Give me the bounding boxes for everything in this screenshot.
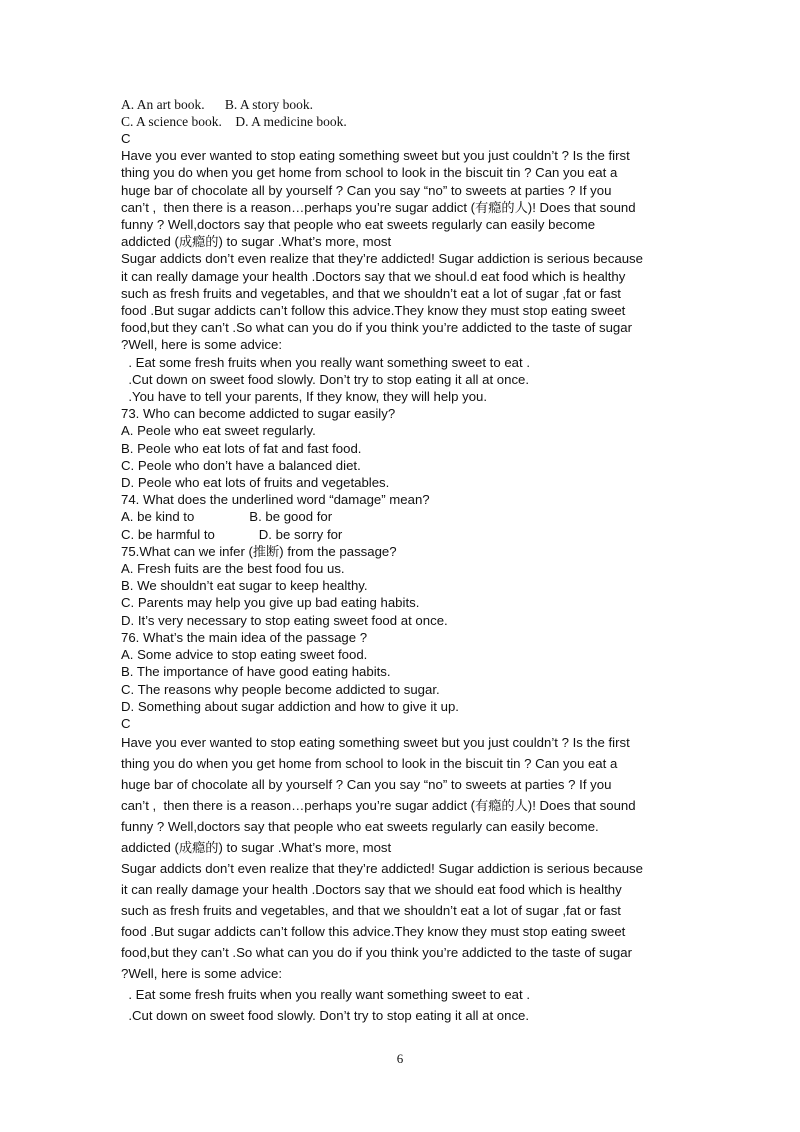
section-label: C bbox=[121, 715, 131, 731]
question-line: 73. Who can become addicted to sugar easily? bbox=[121, 406, 396, 422]
passage-line: ?Well, here is some advice: bbox=[121, 966, 283, 982]
passage-line: thing you do when you get home from school to look in the biscuit tin ? Can you eat a bbox=[121, 756, 618, 772]
passage-line: funny ? Well,doctors say that people who eat sweets regularly can easily become bbox=[121, 217, 596, 233]
passage-line: Sugar addicts don’t even realize that they’re addicted! Sugar addiction is serious because bbox=[121, 251, 643, 267]
advice-line: . Eat some fresh fruits when you really want something sweet to eat . bbox=[121, 354, 531, 370]
passage-line: can’t , then there is a reason…perhaps you’re sugar addict (有瘾的人)! Does that sound bbox=[121, 199, 636, 215]
answer-option: D. Peole who eat lots of fruits and vegetables. bbox=[121, 475, 390, 491]
answer-option: A. Peole who eat sweet regularly. bbox=[121, 423, 316, 439]
advice-line: .You have to tell your parents, If they know, they will help you. bbox=[121, 389, 488, 405]
option-line: C. A science book. D. A medicine book. bbox=[121, 114, 347, 129]
passage-line: thing you do when you get home from school to look in the biscuit tin ? Can you eat a bbox=[121, 165, 618, 181]
passage-section-2 bbox=[121, 732, 681, 1026]
top-options bbox=[121, 96, 681, 130]
passage-line: addicted (成瘾的) to sugar .What’s more, most bbox=[121, 840, 392, 856]
passage-line: it can really damage your health .Doctors say that we should eat food which is healthy bbox=[121, 882, 622, 898]
passage-section-1 bbox=[121, 130, 681, 405]
passage-line: huge bar of chocolate all by yourself ? Can you say “no” to sweets at parties ? If you bbox=[121, 182, 612, 198]
question-line: 75.What can we infer (推断) from the passage? bbox=[121, 543, 397, 559]
advice-line: . Eat some fresh fruits when you really want something sweet to eat . bbox=[121, 987, 531, 1003]
answer-option: B. Peole who eat lots of fat and fast food. bbox=[121, 440, 362, 456]
answer-option: D. Something about sugar addiction and how to give it up. bbox=[121, 698, 459, 714]
answer-option: C. The reasons why people become addicted to sugar. bbox=[121, 681, 440, 697]
passage-line: can’t , then there is a reason…perhaps you’re sugar addict (有瘾的人)! Does that sound bbox=[121, 798, 636, 814]
answer-option: B. The importance of have good eating habits. bbox=[121, 664, 391, 680]
question-line: 76. What’s the main idea of the passage ? bbox=[121, 629, 368, 645]
passage-line: food,but they can’t .So what can you do if you think you’re addicted to the taste of sugar bbox=[121, 320, 632, 336]
question-line: 74. What does the underlined word “damage” mean? bbox=[121, 492, 430, 508]
passage-line: Have you ever wanted to stop eating something sweet but you just couldn’t ? Is the first bbox=[121, 148, 630, 164]
question-block bbox=[121, 405, 681, 715]
answer-option: A. Some advice to stop eating sweet food. bbox=[121, 647, 368, 663]
section-label: C bbox=[121, 131, 131, 146]
answer-option: C. Parents may help you give up bad eating habits. bbox=[121, 595, 420, 611]
passage-line: food,but they can’t .So what can you do if you think you’re addicted to the taste of sugar bbox=[121, 945, 632, 961]
passage-line: food .But sugar addicts can’t follow this advice.They know they must stop eating sweet bbox=[121, 303, 626, 319]
answer-option: D. It’s very necessary to stop eating sweet food at once. bbox=[121, 612, 448, 628]
advice-line: .Cut down on sweet food slowly. Don’t try to stop eating it all at once. bbox=[121, 371, 530, 387]
answer-option: A. Fresh fuits are the best food fou us. bbox=[121, 561, 345, 577]
passage-line: it can really damage your health .Doctors say that we shoul.d eat food which is healthy bbox=[121, 268, 626, 284]
option-line: A. An art book. B. A story book. bbox=[121, 97, 314, 112]
answer-option: A. be kind to B. be good for bbox=[121, 509, 333, 525]
passage-line: Have you ever wanted to stop eating something sweet but you just couldn’t ? Is the first bbox=[121, 735, 630, 751]
answer-option: C. Peole who don’t have a balanced diet. bbox=[121, 457, 361, 473]
passage-line: such as fresh fruits and vegetables, and that we shouldn’t eat a lot of sugar ,fat or fast bbox=[121, 285, 621, 301]
passage-line: huge bar of chocolate all by yourself ? Can you say “no” to sweets at parties ? If you bbox=[121, 777, 612, 793]
passage-line: Sugar addicts don’t even realize that they’re addicted! Sugar addiction is serious because bbox=[121, 861, 643, 877]
passage-line: food .But sugar addicts can’t follow this advice.They know they must stop eating sweet bbox=[121, 924, 626, 940]
answer-option: B. We shouldn’t eat sugar to keep healthy. bbox=[121, 578, 368, 594]
passage-line: addicted (成瘾的) to sugar .What’s more, most bbox=[121, 234, 392, 250]
passage-line: such as fresh fruits and vegetables, and that we shouldn’t eat a lot of sugar ,fat or fast bbox=[121, 903, 621, 919]
page-content bbox=[121, 96, 681, 1026]
page-number: 6 bbox=[396, 1051, 404, 1066]
answer-option: C. be harmful to D. be sorry for bbox=[121, 526, 343, 542]
passage-line: ?Well, here is some advice: bbox=[121, 337, 283, 353]
advice-line: .Cut down on sweet food slowly. Don’t try to stop eating it all at once. bbox=[121, 1008, 530, 1024]
passage-line: funny ? Well,doctors say that people who eat sweets regularly can easily become. bbox=[121, 819, 599, 835]
section-2-label-block bbox=[121, 715, 681, 732]
